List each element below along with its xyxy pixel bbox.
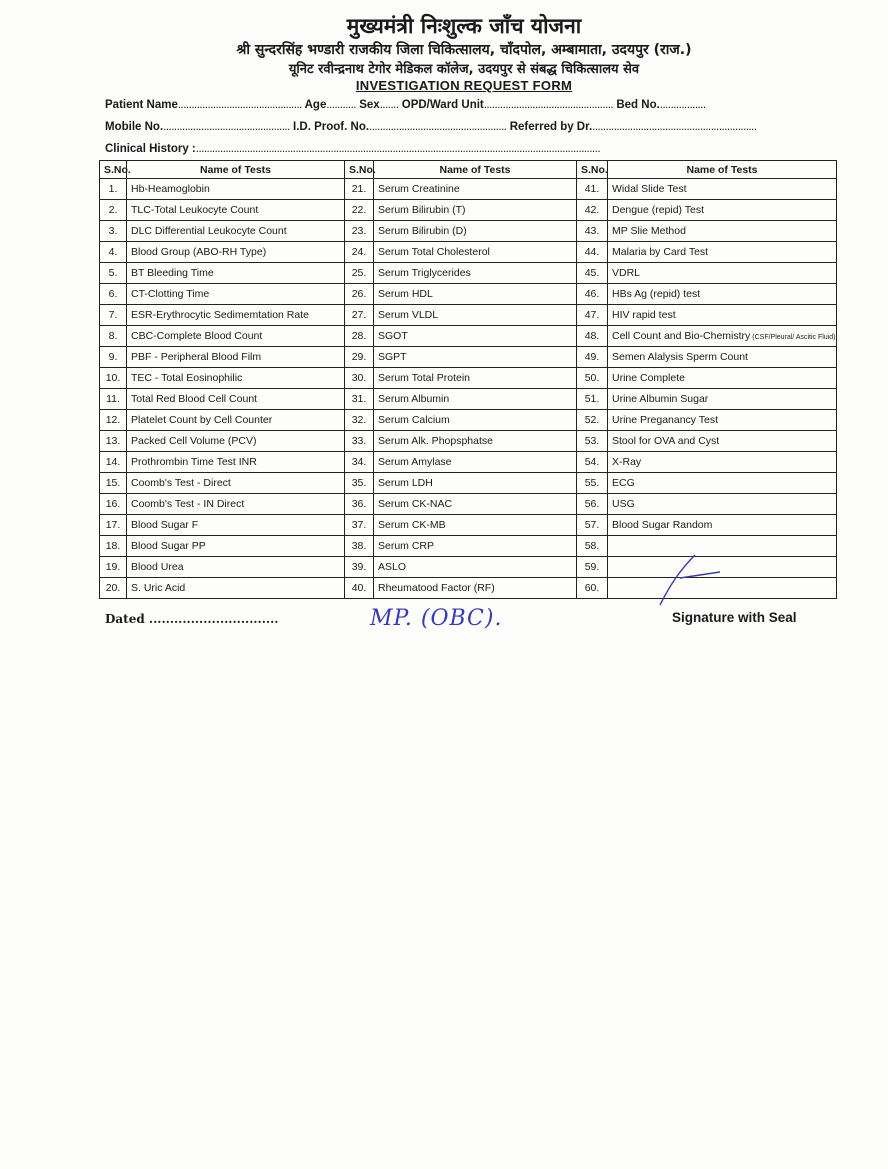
table-row bbox=[100, 263, 837, 284]
serial-number-cell: 1. bbox=[100, 179, 127, 200]
serial-number-cell: 56. bbox=[577, 494, 608, 515]
header-sno: S.No. bbox=[577, 161, 608, 179]
test-name-cell: Urine Albumin Sugar bbox=[608, 389, 837, 410]
serial-number-cell: 10. bbox=[100, 368, 127, 389]
serial-number-cell: 39. bbox=[345, 557, 374, 578]
test-name-cell: Serum CK-MB bbox=[374, 515, 577, 536]
table-row bbox=[100, 368, 837, 389]
table-row bbox=[100, 305, 837, 326]
serial-number-cell: 17. bbox=[100, 515, 127, 536]
test-name-cell: BT Bleeding Time bbox=[127, 263, 345, 284]
table-row bbox=[100, 347, 837, 368]
test-name-cell: X-Ray bbox=[608, 452, 837, 473]
table-header-row bbox=[100, 161, 837, 179]
test-name-cell: Blood Sugar PP bbox=[127, 536, 345, 557]
signature-label: Signature with Seal bbox=[672, 610, 797, 625]
serial-number-cell: 52. bbox=[577, 410, 608, 431]
table-row bbox=[100, 200, 837, 221]
test-name-cell: TLC-Total Leukocyte Count bbox=[127, 200, 345, 221]
dated-field: Dated ............................... bbox=[105, 612, 279, 626]
test-name-cell: CBC-Complete Blood Count bbox=[127, 326, 345, 347]
contact-row: Mobile No................................................ I.D. Proof. No.................................................... Referred by Dr.............................................................. bbox=[105, 121, 757, 133]
table-row bbox=[100, 179, 837, 200]
serial-number-cell: 32. bbox=[345, 410, 374, 431]
serial-number-cell: 15. bbox=[100, 473, 127, 494]
mobile-label: Mobile No. bbox=[105, 121, 164, 133]
bed-no-label: Bed No. bbox=[616, 99, 660, 111]
serial-number-cell: 5. bbox=[100, 263, 127, 284]
test-name-cell: HBs Ag (repid) test bbox=[608, 284, 837, 305]
test-name-cell: Serum CRP bbox=[374, 536, 577, 557]
serial-number-cell: 31. bbox=[345, 389, 374, 410]
test-name-cell: Blood Sugar Random bbox=[608, 515, 837, 536]
header-sno: S.No. bbox=[100, 161, 127, 179]
header-test-name: Name of Tests bbox=[374, 161, 577, 179]
test-name-cell: Coomb's Test - IN Direct bbox=[127, 494, 345, 515]
header-sno: S.No. bbox=[345, 161, 374, 179]
fluid-note: (CSF/Pleural/ Ascitic Fluid) bbox=[750, 334, 836, 341]
test-name-cell: Serum Bilirubin (T) bbox=[374, 200, 577, 221]
serial-number-cell: 54. bbox=[577, 452, 608, 473]
test-name-cell: Total Red Blood Cell Count bbox=[127, 389, 345, 410]
serial-number-cell: 58. bbox=[577, 536, 608, 557]
serial-number-cell: 44. bbox=[577, 242, 608, 263]
test-name-cell: Serum CK-NAC bbox=[374, 494, 577, 515]
serial-number-cell: 28. bbox=[345, 326, 374, 347]
test-name-cell: TEC - Total Eosinophilic bbox=[127, 368, 345, 389]
table-row bbox=[100, 221, 837, 242]
serial-number-cell: 51. bbox=[577, 389, 608, 410]
serial-number-cell: 21. bbox=[345, 179, 374, 200]
test-name-cell: Serum LDH bbox=[374, 473, 577, 494]
test-name-cell: Packed Cell Volume (PCV) bbox=[127, 431, 345, 452]
test-name-cell: Serum Alk. Phopsphatse bbox=[374, 431, 577, 452]
serial-number-cell: 22. bbox=[345, 200, 374, 221]
test-name-cell: Prothrombin Time Test INR bbox=[127, 452, 345, 473]
test-name-cell: Stool for OVA and Cyst bbox=[608, 431, 837, 452]
table-row bbox=[100, 389, 837, 410]
test-name-cell: Widal Slide Test bbox=[608, 179, 837, 200]
test-name-cell: Coomb's Test - Direct bbox=[127, 473, 345, 494]
serial-number-cell: 40. bbox=[345, 578, 374, 599]
serial-number-cell: 26. bbox=[345, 284, 374, 305]
test-name-cell: ESR-Erythrocytic Sedimemtation Rate bbox=[127, 305, 345, 326]
test-name-cell: SGPT bbox=[374, 347, 577, 368]
scheme-title: मुख्यमंत्री निःशुल्क जाँच योजना bbox=[346, 14, 582, 38]
test-name-cell: Blood Urea bbox=[127, 557, 345, 578]
test-name-cell: Serum Total Protein bbox=[374, 368, 577, 389]
serial-number-cell: 16. bbox=[100, 494, 127, 515]
test-name-cell: Serum Creatinine bbox=[374, 179, 577, 200]
serial-number-cell: 50. bbox=[577, 368, 608, 389]
table-row bbox=[100, 473, 837, 494]
test-name-cell: Serum HDL bbox=[374, 284, 577, 305]
test-name-cell: MP Slie Method bbox=[608, 221, 837, 242]
table-row bbox=[100, 326, 837, 347]
test-name-cell: HIV rapid test bbox=[608, 305, 837, 326]
serial-number-cell: 25. bbox=[345, 263, 374, 284]
serial-number-cell: 60. bbox=[577, 578, 608, 599]
serial-number-cell: 7. bbox=[100, 305, 127, 326]
form-title: INVESTIGATION REQUEST FORM bbox=[355, 78, 573, 93]
test-name-cell: Urine Complete bbox=[608, 368, 837, 389]
serial-number-cell: 36. bbox=[345, 494, 374, 515]
serial-number-cell: 38. bbox=[345, 536, 374, 557]
test-name-cell: Serum Bilirubin (D) bbox=[374, 221, 577, 242]
test-name-cell: Dengue (repid) Test bbox=[608, 200, 837, 221]
referred-by-label: Referred by Dr. bbox=[509, 121, 593, 133]
opd-ward-label: OPD/Ward Unit bbox=[401, 99, 484, 111]
serial-number-cell: 48. bbox=[577, 326, 608, 347]
serial-number-cell: 8. bbox=[100, 326, 127, 347]
handwritten-note: MP. (OBC). bbox=[370, 606, 503, 631]
serial-number-cell: 59. bbox=[577, 557, 608, 578]
serial-number-cell: 2. bbox=[100, 200, 127, 221]
test-name-cell: Serum VLDL bbox=[374, 305, 577, 326]
test-name-cell: Serum Albumin bbox=[374, 389, 577, 410]
test-name-cell: Blood Group (ABO-RH Type) bbox=[127, 242, 345, 263]
signature-scribble bbox=[650, 550, 730, 610]
test-name-cell: SGOT bbox=[374, 326, 577, 347]
test-name-cell: Platelet Count by Cell Counter bbox=[127, 410, 345, 431]
test-name-cell: VDRL bbox=[608, 263, 837, 284]
serial-number-cell: 53. bbox=[577, 431, 608, 452]
test-name-cell: CT-Clotting Time bbox=[127, 284, 345, 305]
test-name-cell: Serum Amylase bbox=[374, 452, 577, 473]
table-row bbox=[100, 284, 837, 305]
serial-number-cell: 34. bbox=[345, 452, 374, 473]
clinical-history-row: Clinical History :...................................................................................................................................................... bbox=[105, 143, 601, 155]
test-name-cell: Serum Total Cholesterol bbox=[374, 242, 577, 263]
test-name-cell: Hb-Heamoglobin bbox=[127, 179, 345, 200]
serial-number-cell: 9. bbox=[100, 347, 127, 368]
table-row bbox=[100, 410, 837, 431]
table-row bbox=[100, 515, 837, 536]
test-name-cell: Malaria by Card Test bbox=[608, 242, 837, 263]
patient-name-label: Patient Name bbox=[105, 99, 178, 111]
test-name-cell: Cell Count and Bio-Chemistry (CSF/Pleural/ Ascitic Fluid) bbox=[608, 326, 837, 347]
test-name-cell: PBF - Peripheral Blood Film bbox=[127, 347, 345, 368]
serial-number-cell: 55. bbox=[577, 473, 608, 494]
patient-info-row: Patient Name.............................................. Age........... Sex....... OPD/Ward Unit................................................ Bed No.................. bbox=[105, 99, 706, 111]
serial-number-cell: 24. bbox=[345, 242, 374, 263]
serial-number-cell: 11. bbox=[100, 389, 127, 410]
serial-number-cell: 29. bbox=[345, 347, 374, 368]
header-test-name: Name of Tests bbox=[608, 161, 837, 179]
hospital-name: श्री सुन्दरसिंह भण्डारी राजकीय जिला चिकित्सालय, चाँदपोल, अम्बामाता, उदयपुर (राज.) bbox=[236, 42, 692, 58]
table-row bbox=[100, 452, 837, 473]
table-row bbox=[100, 431, 837, 452]
age-label: Age bbox=[304, 99, 327, 111]
serial-number-cell: 23. bbox=[345, 221, 374, 242]
table-row bbox=[100, 242, 837, 263]
serial-number-cell: 43. bbox=[577, 221, 608, 242]
serial-number-cell: 6. bbox=[100, 284, 127, 305]
serial-number-cell: 57. bbox=[577, 515, 608, 536]
serial-number-cell: 20. bbox=[100, 578, 127, 599]
clinical-history-label: Clinical History : bbox=[105, 143, 196, 155]
serial-number-cell: 30. bbox=[345, 368, 374, 389]
serial-number-cell: 18. bbox=[100, 536, 127, 557]
header-test-name: Name of Tests bbox=[127, 161, 345, 179]
test-name-cell: USG bbox=[608, 494, 837, 515]
test-name-cell: DLC Differential Leukocyte Count bbox=[127, 221, 345, 242]
test-name-cell: Urine Preganancy Test bbox=[608, 410, 837, 431]
serial-number-cell: 33. bbox=[345, 431, 374, 452]
test-name-cell: ECG bbox=[608, 473, 837, 494]
serial-number-cell: 27. bbox=[345, 305, 374, 326]
test-name-cell: Semen Alalysis Sperm Count bbox=[608, 347, 837, 368]
test-name-cell: Rheumatood Factor (RF) bbox=[374, 578, 577, 599]
serial-number-cell: 19. bbox=[100, 557, 127, 578]
serial-number-cell: 4. bbox=[100, 242, 127, 263]
unit-line: यूनिट रवीन्द्रनाथ टेगोर मेडिकल कॉलेज, उदयपुर से संबद्ध चिकित्सालय सेव bbox=[288, 62, 640, 77]
serial-number-cell: 3. bbox=[100, 221, 127, 242]
serial-number-cell: 49. bbox=[577, 347, 608, 368]
serial-number-cell: 14. bbox=[100, 452, 127, 473]
serial-number-cell: 42. bbox=[577, 200, 608, 221]
test-name-cell: Serum Triglycerides bbox=[374, 263, 577, 284]
serial-number-cell: 35. bbox=[345, 473, 374, 494]
sex-label: Sex bbox=[359, 99, 380, 111]
id-proof-label: I.D. Proof. No. bbox=[293, 121, 370, 133]
serial-number-cell: 12. bbox=[100, 410, 127, 431]
tests-table bbox=[99, 160, 837, 599]
test-name-cell: S. Uric Acid bbox=[127, 578, 345, 599]
table-row bbox=[100, 494, 837, 515]
test-name-cell: ASLO bbox=[374, 557, 577, 578]
serial-number-cell: 46. bbox=[577, 284, 608, 305]
test-name-cell: Serum Calcium bbox=[374, 410, 577, 431]
serial-number-cell: 47. bbox=[577, 305, 608, 326]
serial-number-cell: 41. bbox=[577, 179, 608, 200]
serial-number-cell: 13. bbox=[100, 431, 127, 452]
serial-number-cell: 37. bbox=[345, 515, 374, 536]
test-name-cell: Blood Sugar F bbox=[127, 515, 345, 536]
serial-number-cell: 45. bbox=[577, 263, 608, 284]
